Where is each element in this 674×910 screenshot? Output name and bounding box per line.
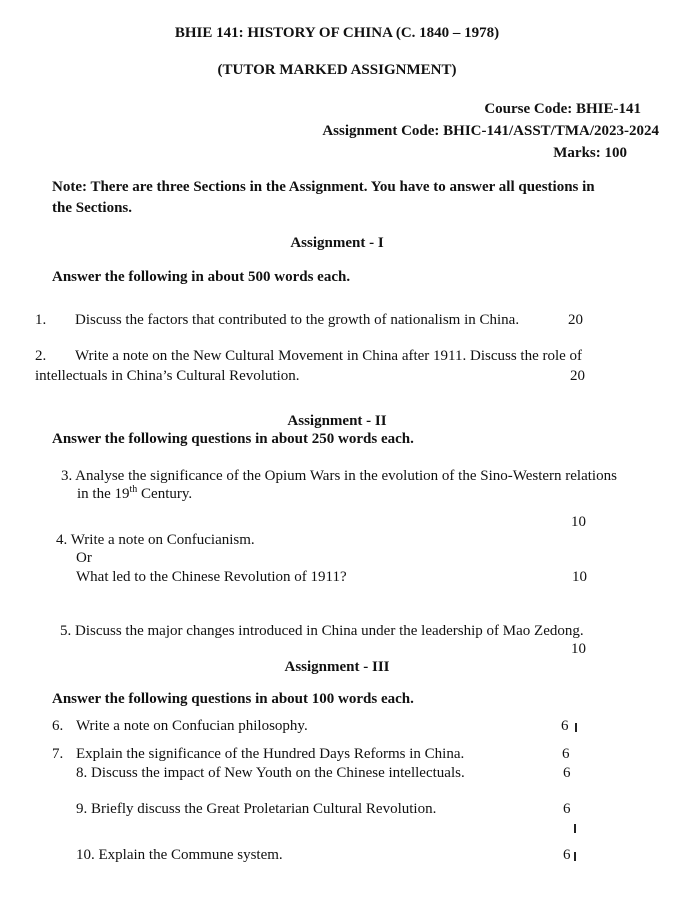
q4-line-1: 4. Write a note on Confucianism.	[56, 532, 255, 548]
q8-marks: 6	[563, 765, 571, 781]
q1-text: Discuss the factors that contributed to the growth of nationalism in China.	[75, 312, 520, 328]
q7-number: 7.	[52, 746, 64, 762]
section-2-instruction: Answer the following questions in about 250 words each.	[52, 431, 414, 447]
document-subtitle: (TUTOR MARKED ASSIGNMENT)	[217, 62, 457, 78]
q2-line-1: Write a note on the New Cultural Movement in China after 1911. Discuss the role of	[75, 348, 583, 364]
q10-text: 10. Explain the Commune system.	[76, 847, 283, 863]
q5-marks: 10	[571, 641, 586, 657]
q7-marks: 6	[562, 746, 570, 762]
q4-or: Or	[76, 550, 92, 566]
q6-marks: 6	[561, 718, 569, 734]
assignment-code: Assignment Code: BHIC-141/ASST/TMA/2023-2024	[322, 123, 659, 139]
section-1-instruction: Answer the following in about 500 words each.	[52, 269, 351, 285]
q10-marks: 6	[563, 847, 571, 863]
q6-text: Write a note on Confucian philosophy.	[76, 718, 308, 734]
q1-number: 1.	[35, 312, 47, 328]
q9-marks: 6	[563, 801, 571, 817]
q10-marks-mark	[574, 852, 576, 861]
q9-marks-mark	[574, 824, 576, 833]
section-3-instruction: Answer the following questions in about 100 words each.	[52, 691, 414, 707]
section-3-heading: Assignment - III	[284, 659, 390, 675]
note-line-2: the Sections.	[52, 200, 132, 216]
q2-marks: 20	[570, 368, 585, 384]
section-1-heading: Assignment - I	[290, 235, 384, 251]
document-title: BHIE 141: HISTORY OF CHINA (C. 1840 – 1978)	[174, 25, 500, 41]
note-line-1: Note: There are three Sections in the Assignment. You have to answer all questions in	[52, 179, 595, 195]
q6-marks-mark	[575, 723, 577, 732]
section-2-heading: Assignment - II	[287, 413, 387, 429]
q7-text: Explain the significance of the Hundred Days Reforms in China.	[76, 746, 465, 762]
total-marks: Marks: 100	[553, 145, 627, 161]
q3-line-1: 3. Analyse the significance of the Opium Wars in the evolution of the Sino-Western relations	[61, 468, 617, 484]
q4-line-3: What led to the Chinese Revolution of 1911?	[76, 569, 347, 585]
q2-line-2: intellectuals in China’s Cultural Revolution.	[35, 368, 300, 384]
q4-marks: 10	[572, 569, 587, 585]
q3-line-2: in the 19th Century.	[77, 484, 193, 502]
q8-text: 8. Discuss the impact of New Youth on the Chinese intellectuals.	[76, 765, 465, 781]
q3-marks: 10	[571, 514, 586, 530]
q2-number: 2.	[35, 348, 47, 364]
course-code: Course Code: BHIE-141	[484, 101, 641, 117]
q1-marks: 20	[568, 312, 583, 328]
q6-number: 6.	[52, 718, 64, 734]
q9-text: 9. Briefly discuss the Great Proletarian Cultural Revolution.	[76, 801, 437, 817]
q5-text: 5. Discuss the major changes introduced in China under the leadership of Mao Zedong.	[60, 623, 584, 639]
